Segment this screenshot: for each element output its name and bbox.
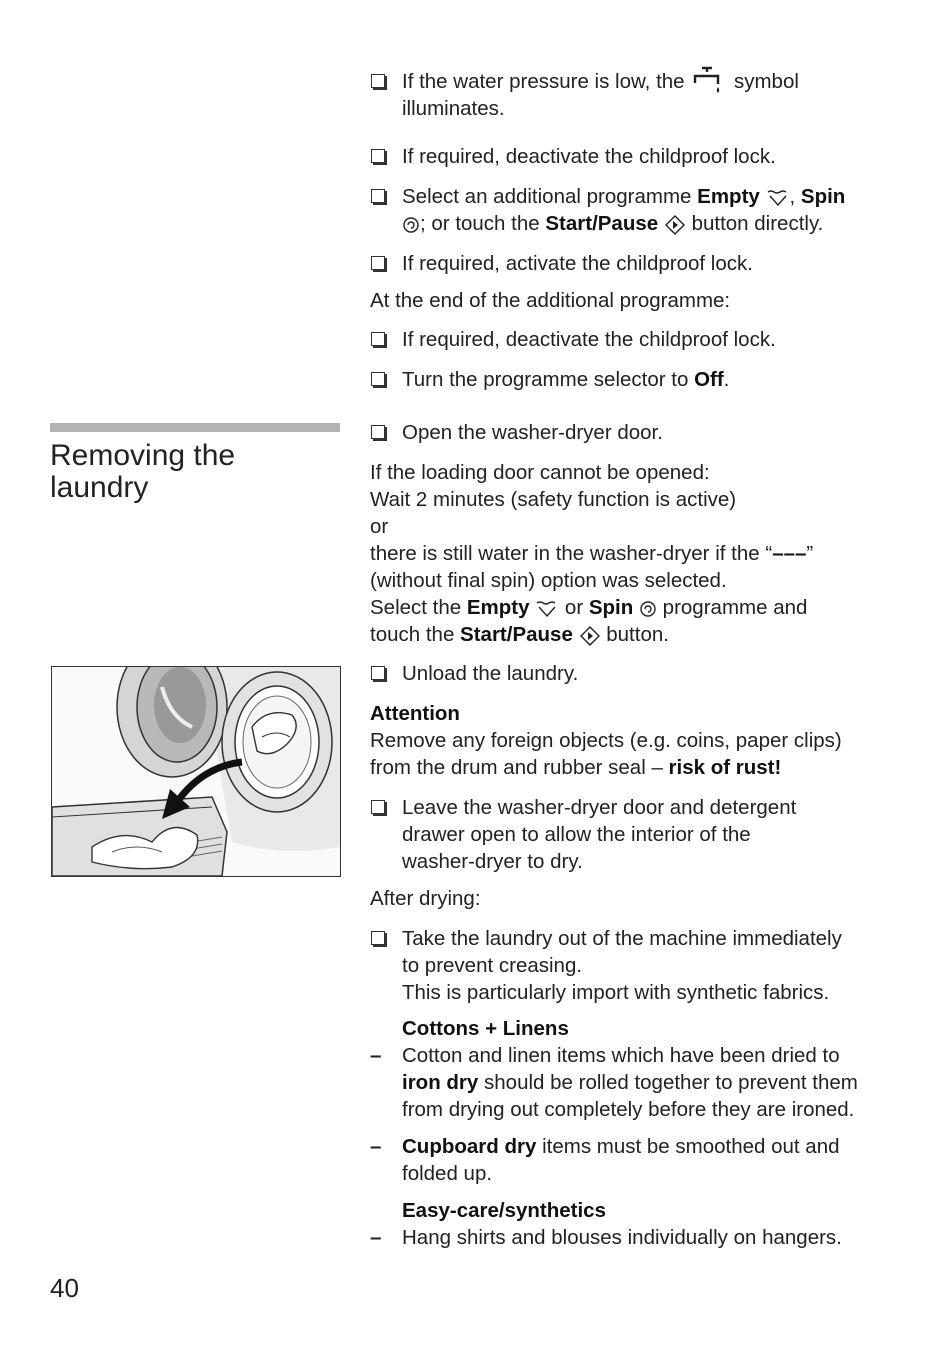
section-title: Removing the laundry: [50, 439, 236, 504]
checkbox-bullet: [371, 666, 385, 680]
step-leave-door-open: Leave the washer-dryer door and detergent drawer open to allow the interior of the washer-dryer to dry.: [370, 794, 910, 875]
step-activate-lock: If required, activate the childproof lock.: [370, 250, 910, 277]
checkbox-bullet: [371, 931, 385, 945]
spin-icon: [639, 600, 657, 618]
empty-programme-icon: [535, 600, 559, 618]
dash-bullet: –: [370, 1135, 382, 1158]
start-pause-icon: [579, 626, 601, 646]
step-deactivate-lock-2: If required, deactivate the childproof lock.: [370, 326, 910, 353]
attention-block: Attention Remove any foreign objects (e.g. coins, paper clips) from the drum and rubber seal – risk of rust!: [370, 702, 842, 779]
cottons-heading: Cottons + Linens: [402, 1017, 569, 1040]
dash-bullet: –: [370, 1044, 382, 1067]
section-heading-bar: [50, 423, 340, 432]
checkbox-bullet: [371, 149, 385, 163]
checkbox-bullet: [371, 332, 385, 346]
door-note: If the loading door cannot be opened: Wait 2 minutes (safety function is active) or there is still water in the washer-dryer if the “–––” (without final spin) option was selected. Select the Empty or Spin programme and touch the Start/Pause button.: [370, 461, 814, 646]
checkbox-bullet: [371, 256, 385, 270]
end-of-programme-label: At the end of the additional programme:: [370, 289, 731, 312]
step-deactivate-lock: If required, deactivate the childproof lock.: [370, 143, 910, 170]
start-pause-icon: [664, 215, 686, 235]
step-take-out: Take the laundry out of the machine immediately to prevent creasing. This is particularly import with synthetic fabrics.: [370, 925, 910, 1006]
checkbox-bullet: [371, 372, 385, 386]
unload-laundry-illustration: [51, 666, 341, 877]
empty-programme-icon: [766, 189, 790, 207]
easycare-heading: Easy-care/synthetics: [402, 1199, 606, 1222]
dash-bullet: –: [370, 1226, 382, 1249]
step-water-pressure: If the water pressure is low, the symbol illuminates.: [370, 68, 910, 122]
cottons-item-cupboard-dry: – Cupboard dry items must be smoothed out and folded up.: [370, 1135, 840, 1185]
checkbox-bullet: [371, 74, 385, 88]
washer-door-drawing: [52, 667, 340, 876]
attention-title: Attention: [370, 702, 460, 725]
checkbox-bullet: [371, 425, 385, 439]
checkbox-bullet: [371, 189, 385, 203]
spin-icon: [402, 216, 420, 234]
after-drying-label: After drying:: [370, 887, 481, 910]
step-open-door: Open the washer-dryer door.: [370, 419, 910, 446]
page-number: 40: [50, 1273, 79, 1303]
step-unload: Unload the laundry.: [370, 660, 910, 687]
checkbox-bullet: [371, 800, 385, 814]
easycare-item: – Hang shirts and blouses individually on hangers.: [370, 1226, 842, 1249]
tap-icon: [692, 65, 726, 95]
step-select-programme: Select an additional programme Empty , Spin ; or touch the Start/Pause button directly.: [370, 183, 910, 237]
step-selector-off: Turn the programme selector to Off.: [370, 366, 910, 393]
cottons-item-iron-dry: – Cotton and linen items which have been dried to iron dry should be rolled together to prevent them from drying out completely before they are ironed.: [370, 1044, 858, 1121]
